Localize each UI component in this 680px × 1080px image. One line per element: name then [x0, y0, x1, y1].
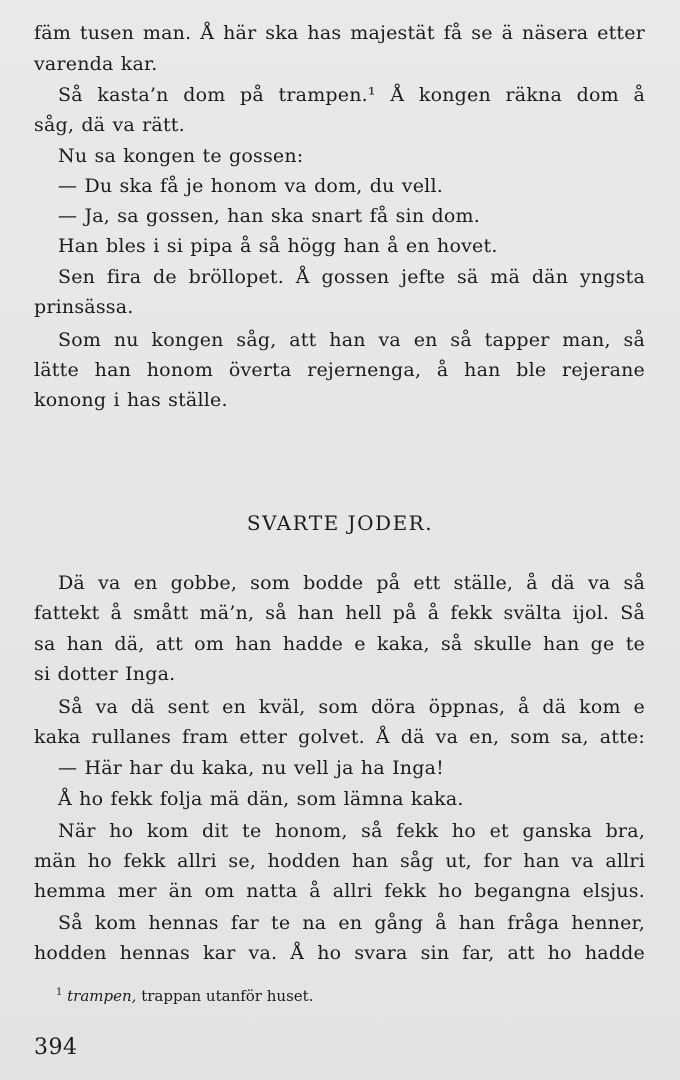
footnote-number: 1 — [56, 987, 63, 998]
story-title: SVARTE JODER. — [246, 511, 434, 535]
text-line: sa han dä, att om han hadde e kaka, så skulle han ge te — [34, 633, 645, 655]
text-line: Sen fira de bröllopet. Å gossen jefte sä mä dän yngsta — [58, 266, 645, 288]
text-line: Så kasta’n dom på trampen.¹ Å kongen räkna dom å — [58, 84, 645, 106]
text-line: Så kom hennas far te na en gång å han fråga henner, — [58, 912, 645, 934]
text-line: Han bles i si pipa å så högg han å en hovet. — [58, 235, 498, 257]
text-line: fattekt å smått mä’n, så han hell på å fekk svälta ijol. Så — [34, 602, 645, 624]
text-line: hodden hennas kar va. Å ho svara sin far, att ho hadde — [34, 942, 645, 964]
text-line: prinsässa. — [34, 296, 134, 318]
text-line: konong i has ställe. — [34, 389, 228, 411]
text-line: Dä va en gobbe, som bodde på ett ställe, å dä va så — [58, 572, 645, 594]
text-line: såg, dä va rätt. — [34, 114, 185, 136]
footnote — [56, 982, 313, 1007]
text-line: — Du ska få je honom va dom, du vell. — [58, 175, 443, 197]
text-line: Nu sa kongen te gossen: — [58, 145, 304, 167]
text-line: — Här har du kaka, nu vell ja ha Inga! — [58, 757, 444, 779]
text-line: Å ho fekk folja mä dän, som lämna kaka. — [58, 788, 464, 810]
text-line: kaka rullanes fram etter golvet. Å dä va en, som sa, atte: — [34, 726, 645, 748]
text-line: män ho fekk allri se, hodden han såg ut, for han va allri — [34, 850, 645, 872]
text-line: hemma mer än om natta å allri fekk ho begangna elsjus. — [34, 880, 645, 902]
footnote-text: trappan utanför huset. — [141, 987, 314, 1005]
footnote-term: trampen, — [67, 987, 137, 1005]
text-line: — Ja, sa gossen, han ska snart få sin dom. — [58, 205, 480, 227]
text-line: fäm tusen man. Å här ska has majestät få se ä näsera etter — [34, 22, 645, 44]
text-line: lätte han honom överta rejernenga, å han ble rejerane — [34, 359, 645, 381]
text-line: Som nu kongen såg, att han va en så tapper man, så — [58, 329, 645, 351]
text-line: varenda kar. — [34, 53, 158, 75]
page-number: 394 — [34, 1035, 78, 1060]
text-line: När ho kom dit te honom, så fekk ho et ganska bra, — [58, 820, 645, 842]
text-line: Så va dä sent en kväl, som döra öppnas, å dä kom e — [58, 696, 645, 718]
text-line: si dotter Inga. — [34, 663, 176, 685]
